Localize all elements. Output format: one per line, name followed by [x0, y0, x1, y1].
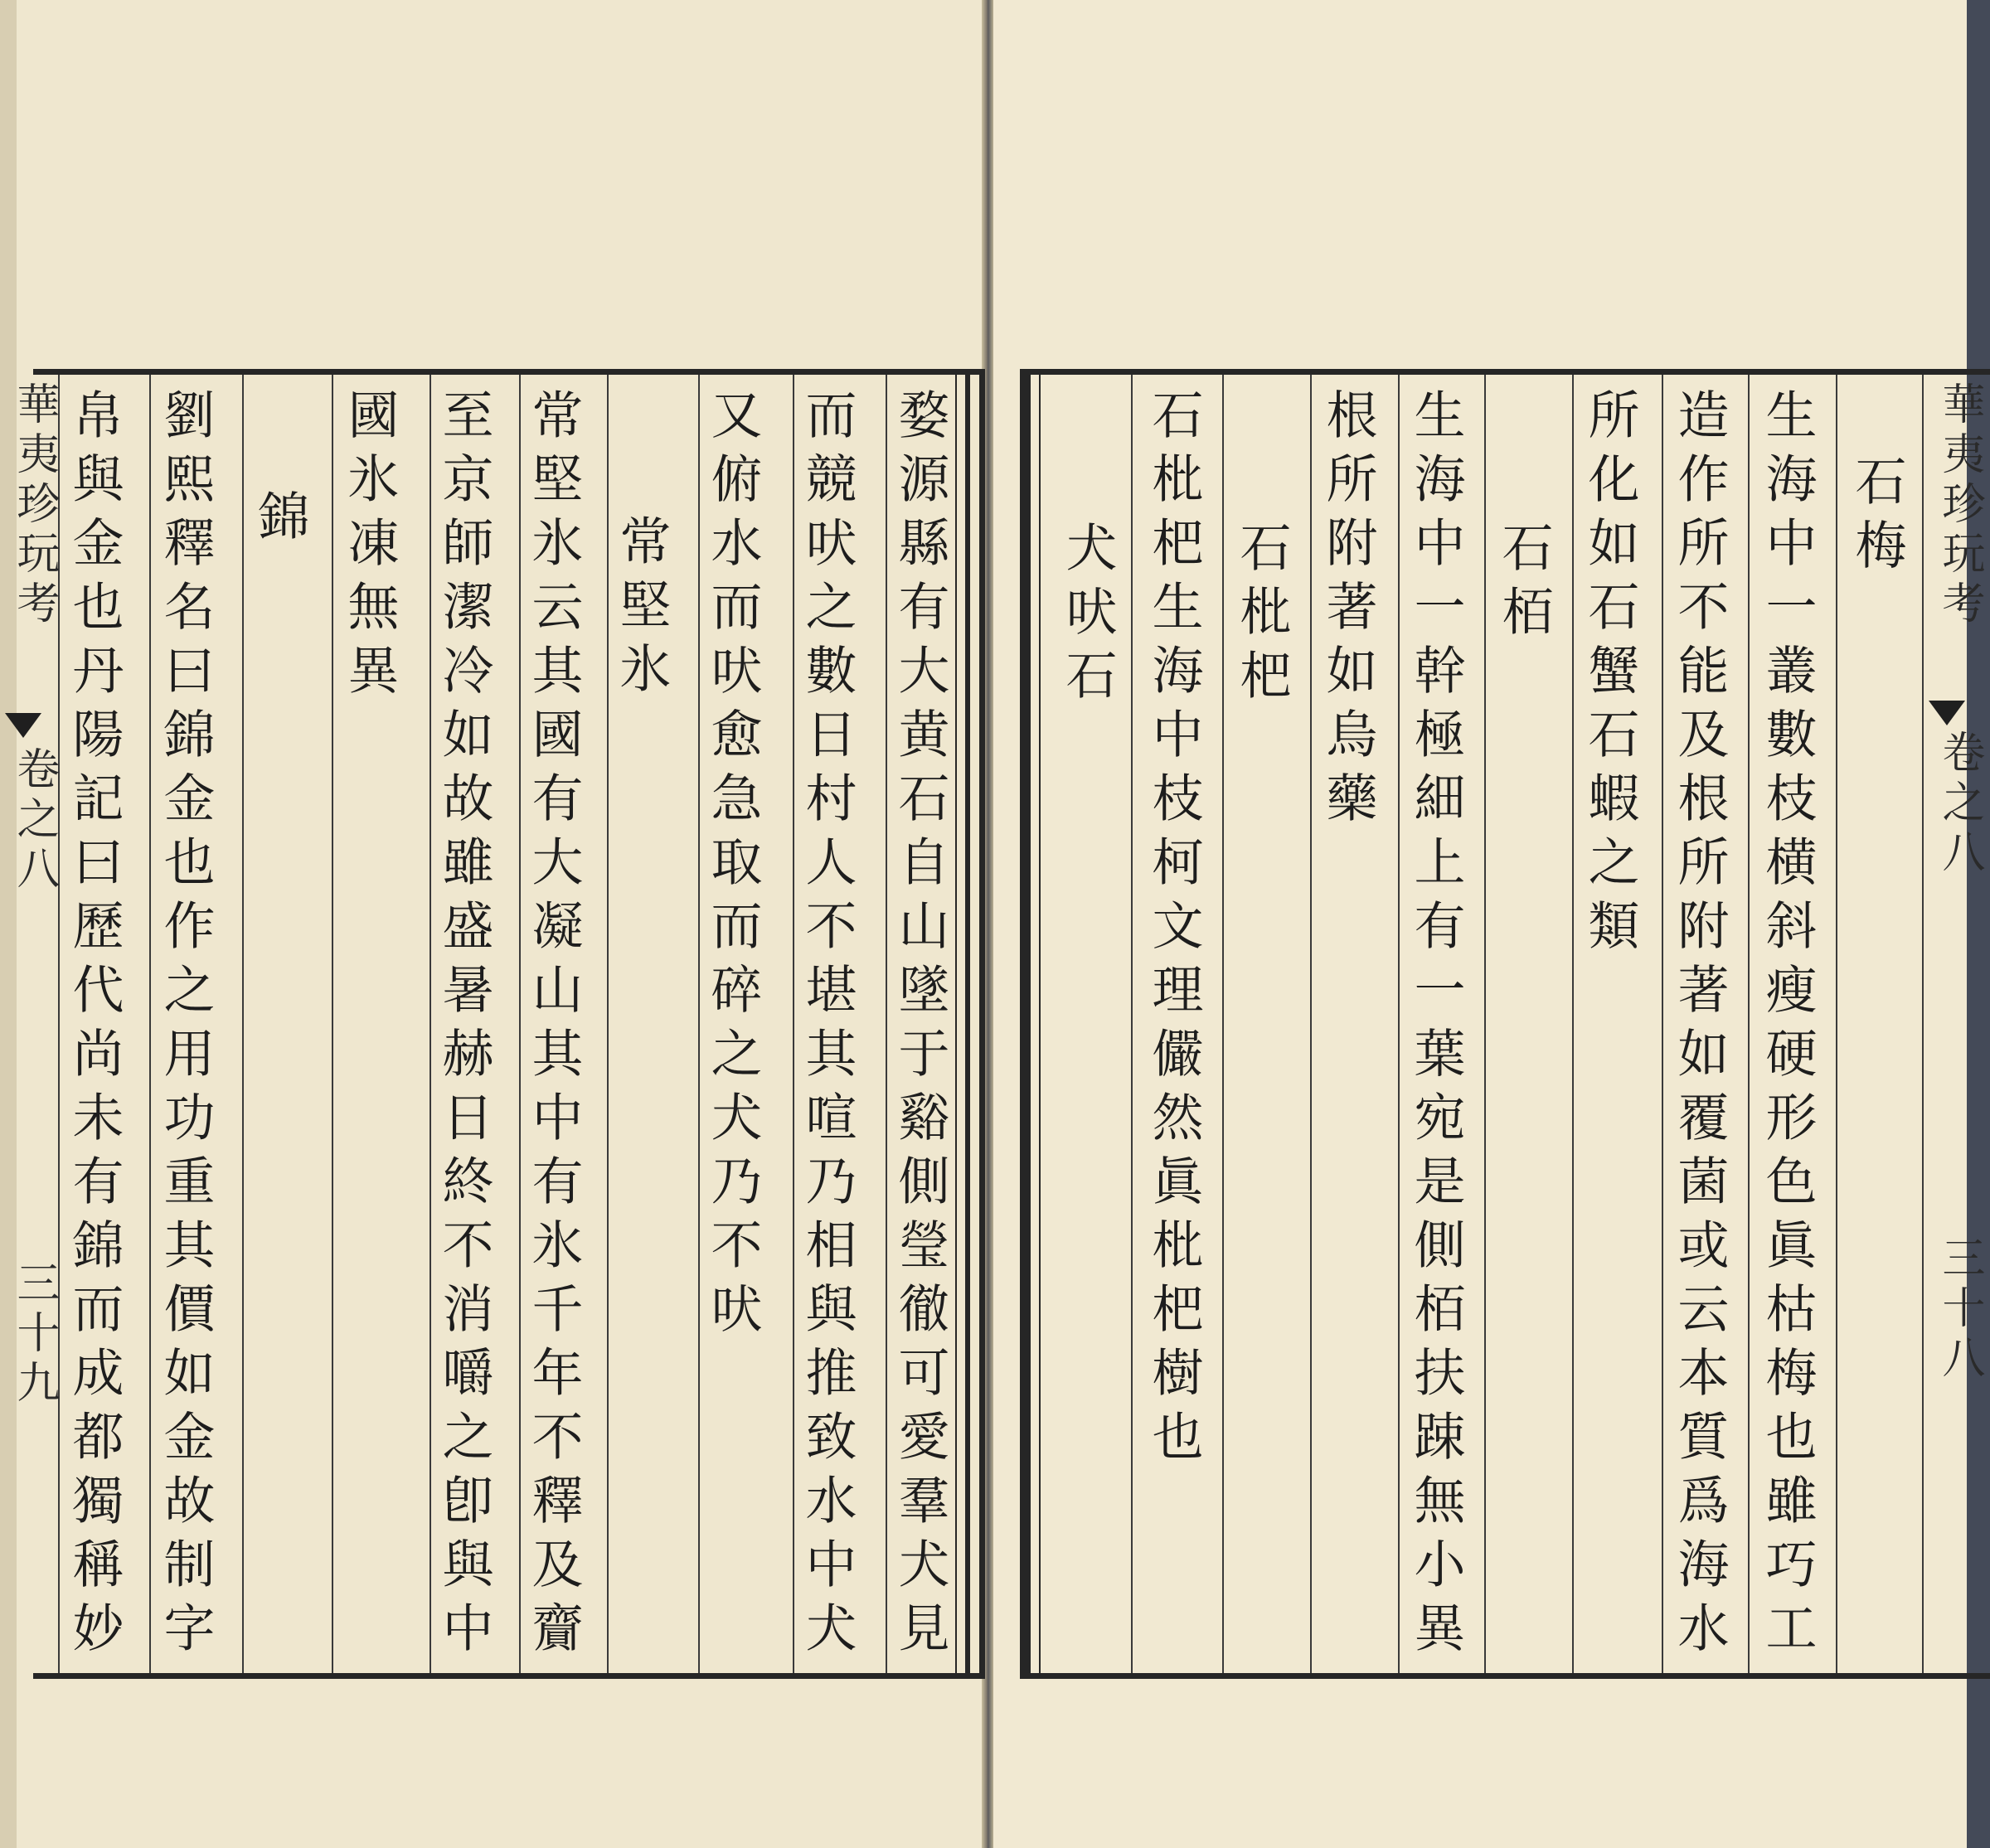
right-inner-rule	[1026, 375, 1031, 1673]
fish-tail-mark	[1929, 701, 1965, 725]
margin-book-title: 華夷珍玩考	[9, 381, 59, 630]
text-column: 造作所不能及根所附著如覆菌或云本質爲海水	[1669, 388, 1730, 1665]
entry-heading: 石枇杷	[1231, 521, 1292, 712]
margin-volume: 卷之八	[9, 746, 59, 895]
entry-heading: 常堅氷	[611, 514, 672, 706]
column-rule	[1662, 375, 1663, 1673]
column-rule	[149, 375, 151, 1673]
left-inner-rule	[965, 375, 970, 1673]
text-column: 又俯水而吠愈急取而碎之犬乃不吠	[702, 388, 763, 1346]
text-column: 國氷凍無異	[339, 388, 400, 707]
left-page-edge	[0, 0, 17, 1848]
column-rule	[1131, 375, 1133, 1673]
margin-folio: 三十九	[9, 1260, 59, 1409]
text-column: 而競吠之數日村人不堪其喧乃相與推致水中犬	[797, 388, 857, 1665]
margin-volume: 卷之八	[1934, 730, 1984, 879]
column-rule	[1222, 375, 1224, 1673]
text-column: 常堅氷云其國有大凝山其中有氷千年不釋及齎	[523, 388, 584, 1665]
fish-tail-mark	[5, 713, 41, 738]
column-rule	[1484, 375, 1486, 1673]
column-rule	[430, 375, 431, 1673]
column-rule	[1836, 375, 1837, 1673]
margin-folio: 三十八	[1934, 1235, 1984, 1385]
entry-heading: 石栢	[1493, 521, 1554, 648]
text-column: 所化如石蟹石蝦之類	[1580, 388, 1640, 963]
column-rule	[332, 375, 333, 1673]
column-rule	[886, 375, 887, 1673]
entry-heading: 犬吠石	[1057, 521, 1118, 712]
column-rule	[793, 375, 794, 1673]
text-column: 生海中一幹極細上有一葉宛是側栢扶踈無小異	[1405, 388, 1466, 1665]
entry-heading: 石梅	[1847, 454, 1907, 582]
column-rule	[1572, 375, 1574, 1673]
text-column: 婺源縣有大黄石自山墜于谿側瑩徹可愛羣犬見	[890, 388, 950, 1665]
column-rule	[1310, 375, 1312, 1673]
text-column: 根所附著如烏藥	[1318, 388, 1378, 835]
entry-heading: 錦	[250, 489, 310, 553]
column-rule	[1748, 375, 1750, 1673]
text-column: 石枇杷生海中枝柯文理儼然眞枇杷樹也	[1143, 388, 1204, 1473]
left-inner-thin-rule	[955, 375, 957, 1673]
margin-book-title: 華夷珍玩考	[1934, 381, 1984, 630]
column-rule	[607, 375, 609, 1673]
text-column: 生海中一叢數枝横斜瘦硬形色眞枯梅也雖巧工	[1757, 388, 1818, 1665]
right-inner-thin-rule	[1039, 375, 1041, 1673]
column-rule	[1922, 375, 1924, 1673]
column-rule	[698, 375, 700, 1673]
column-rule	[519, 375, 521, 1673]
column-rule	[242, 375, 244, 1673]
text-column: 至京師潔冷如故雖盛暑赫日終不消嚼之卽與中	[434, 388, 494, 1665]
column-rule	[1398, 375, 1400, 1673]
text-column: 帛與金也丹陽記曰歷代尚未有錦而成都獨稱妙	[64, 388, 124, 1665]
text-column: 劉熙釋名曰錦金也作之用功重其價如金故制字	[155, 388, 216, 1665]
